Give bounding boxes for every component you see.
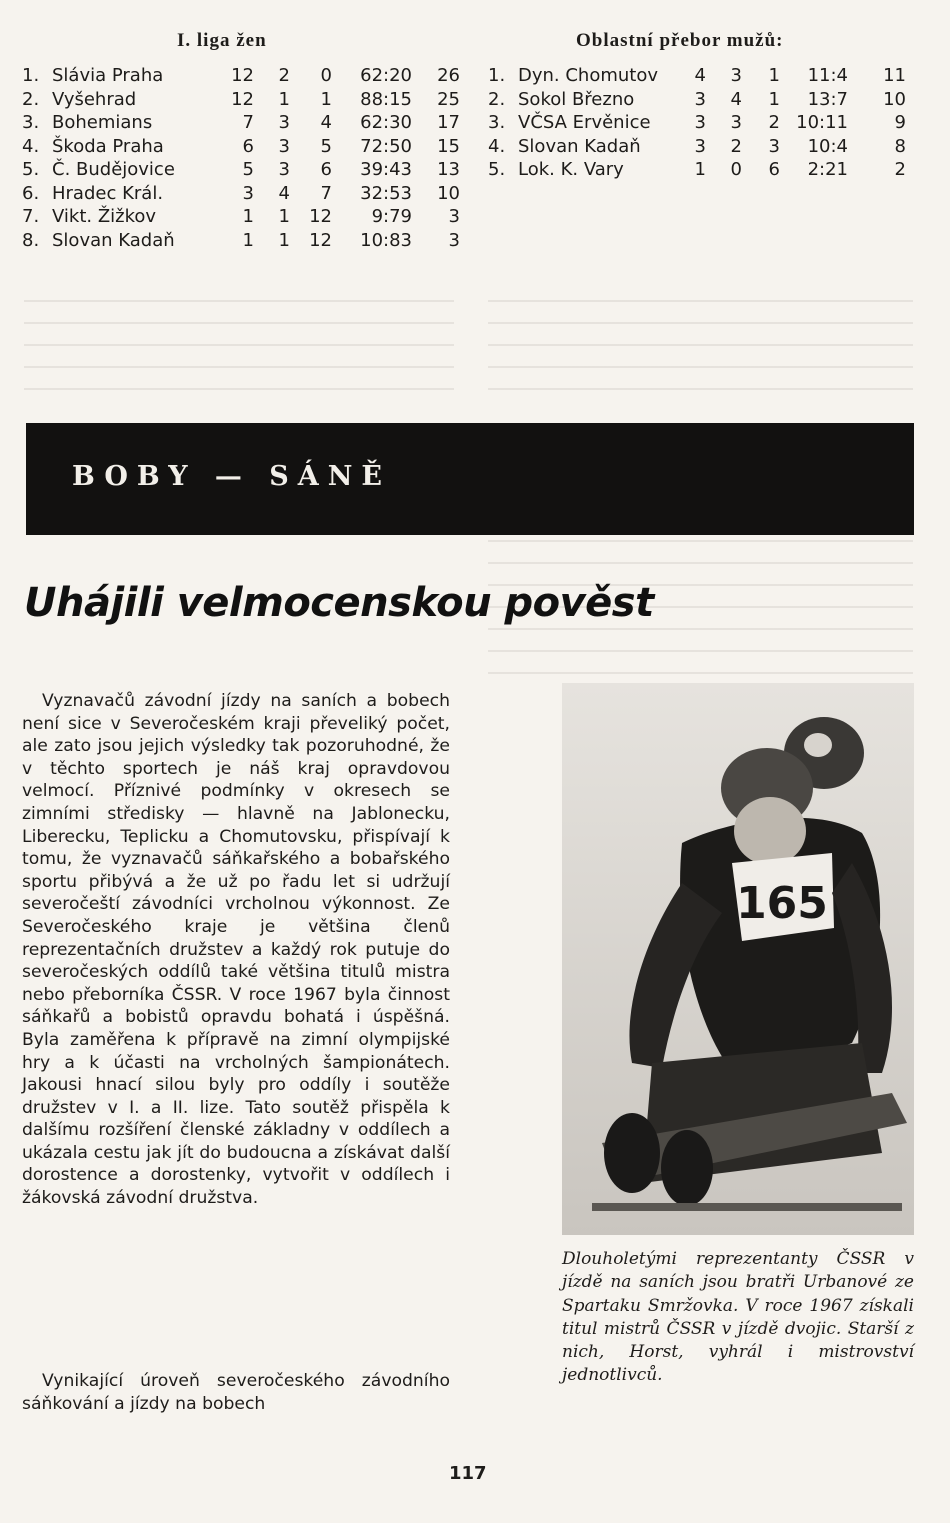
row-position: 4.	[488, 135, 506, 157]
row-wins: 4	[694, 65, 706, 86]
league-women	[22, 30, 462, 252]
row-points: 10	[437, 182, 460, 204]
bib-number: 165	[736, 878, 828, 929]
row-draws: 3	[278, 159, 290, 180]
row-team: Slovan Kadaň	[518, 135, 641, 157]
row-position: 4.	[22, 135, 40, 157]
row-position: 3.	[488, 112, 506, 133]
bleed-through-texture	[488, 300, 913, 410]
row-position: 1.	[22, 65, 40, 86]
row-score: 9:79	[371, 206, 412, 227]
article-paragraph-1: Vyznavačů závodní jízdy na saních a bobech není sice v Severočeském kraji převeliký počet, ale zato jsou jejich výsledky tak pozoruhodné, že v těchto sportech je náš kraj opravdovou velmocí. Příznivé podmínky v okresech se zimními středisky — hlavně na Jablonecku, Liberecku, Teplicku a Chomutovsku, přispívají k tomu, že vyznavačů sáňkařského a bobařského sportu přibývá a že už po řadu let si udržují severočeští závodníci vrcholnou výkonnost. Ze Severočeského kraje je většina členů reprezentačních družstev a každý rok putuje do severočeských oddílů také většina titulů mistra nebo přeborníka ČSSR. V roce 1967 byla činnost sáňkařů a bobistů opravdu bohatá i úspěšná. Byla zaměřena k přípravě na zimní olympijské hry a k účasti na vrcholných šampionátech. Jakousi hnací silou byly pro oddíly i soutěže družstev v I. a II. lize. Tato soutěž přispěla k dalšímu rozšíření členské základny v oddílech a ukázala cestu jak jít do budoucna a získávat další dorostence a dorostenky, vytvořit v oddílech i žákovská závodní družstva.	[22, 691, 450, 1209]
row-draws: 3	[278, 112, 290, 133]
row-team: Lok. K. Vary	[518, 159, 624, 180]
row-score: 10:11	[796, 112, 848, 133]
table-row	[22, 88, 460, 112]
league-men	[488, 30, 920, 182]
row-team: Slávia Praha	[52, 65, 164, 86]
table-row	[488, 111, 906, 135]
article-paragraph-2: Vynikající úroveň severočeského závodního sáňkování a jízdy na bobech	[22, 1371, 450, 1414]
row-points: 11	[883, 65, 906, 86]
row-wins: 1	[694, 159, 706, 180]
table-row	[22, 135, 460, 159]
row-team: Vyšehrad	[52, 88, 137, 110]
row-draws: 1	[278, 88, 290, 110]
table-row	[22, 111, 460, 135]
row-draws: 4	[730, 88, 742, 110]
row-team: Č. Budějovice	[52, 159, 175, 180]
league-women-table	[22, 64, 460, 252]
row-points: 10	[883, 88, 906, 110]
row-wins: 3	[694, 88, 706, 110]
section-title: BOBY — SÁNĚ	[72, 461, 391, 492]
row-team: Sokol Březno	[518, 88, 635, 110]
row-score: 39:43	[360, 159, 412, 180]
row-wins: 1	[242, 229, 254, 251]
row-points: 13	[437, 159, 460, 180]
row-points: 2	[894, 159, 906, 180]
league-men-title: Oblastní přebor mužů:	[576, 30, 784, 51]
row-losses: 12	[309, 206, 332, 227]
row-position: 5.	[488, 159, 506, 180]
table-row	[22, 64, 460, 88]
row-score: 2:21	[807, 159, 848, 180]
row-losses: 4	[320, 112, 332, 133]
row-score: 32:53	[360, 182, 412, 204]
row-score: 62:20	[360, 65, 412, 86]
bleed-through-texture	[24, 300, 454, 410]
row-team: Bohemians	[52, 112, 153, 133]
row-losses: 3	[768, 135, 780, 157]
row-losses: 0	[320, 65, 332, 86]
row-position: 7.	[22, 206, 40, 227]
row-losses: 7	[320, 182, 332, 204]
row-points: 17	[437, 112, 460, 133]
row-draws: 2	[730, 135, 742, 157]
table-row	[22, 182, 460, 206]
luge-photo	[562, 683, 914, 1235]
row-draws: 1	[278, 206, 290, 227]
row-points: 8	[894, 135, 906, 157]
section-banner	[26, 423, 914, 535]
row-losses: 12	[309, 229, 332, 251]
league-women-title: I. liga žen	[177, 30, 267, 51]
row-score: 88:15	[360, 88, 412, 110]
row-position: 5.	[22, 159, 40, 180]
row-draws: 3	[278, 135, 290, 157]
row-draws: 3	[730, 65, 742, 86]
row-team: VČSA Ervěnice	[518, 112, 651, 133]
row-losses: 6	[768, 159, 780, 180]
row-position: 1.	[488, 65, 506, 86]
luge-photo-illustration	[562, 683, 914, 1235]
row-score: 10:4	[807, 135, 848, 157]
row-position: 6.	[22, 182, 40, 204]
row-wins: 12	[231, 65, 254, 86]
row-wins: 3	[242, 182, 254, 204]
table-row	[22, 229, 460, 253]
row-wins: 3	[694, 135, 706, 157]
row-wins: 1	[242, 206, 254, 227]
table-row	[488, 64, 906, 88]
row-losses: 1	[320, 88, 332, 110]
row-losses: 2	[768, 112, 780, 133]
row-team: Hradec Král.	[52, 182, 164, 204]
photo-caption: Dlouholetými reprezentanty ČSSR v jízdě na saních jsou bratři Urbanové ze Spartaku Smržovka. V roce 1967 získali titul mistrů ČSSR v jízdě dvojic. Starší z nich, Horst, vyhrál i mistrovství jednotlivců.	[562, 1249, 914, 1386]
table-row	[488, 158, 906, 182]
row-score: 10:83	[360, 229, 412, 251]
row-team: Škoda Praha	[52, 135, 164, 157]
row-position: 8.	[22, 229, 40, 251]
row-team: Slovan Kadaň	[52, 229, 175, 251]
row-points: 15	[437, 135, 460, 157]
row-draws: 3	[730, 112, 742, 133]
row-score: 62:30	[360, 112, 412, 133]
row-wins: 5	[242, 159, 254, 180]
table-row	[488, 135, 906, 159]
row-wins: 3	[694, 112, 706, 133]
row-points: 9	[894, 112, 906, 133]
row-draws: 4	[278, 182, 290, 204]
row-score: 11:4	[807, 65, 848, 86]
row-score: 13:7	[807, 88, 848, 110]
row-position: 2.	[488, 88, 506, 110]
row-team: Vikt. Žižkov	[52, 206, 157, 227]
row-losses: 6	[320, 159, 332, 180]
row-wins: 6	[242, 135, 254, 157]
row-losses: 5	[320, 135, 332, 157]
row-position: 2.	[22, 88, 40, 110]
row-score: 72:50	[360, 135, 412, 157]
table-row	[22, 158, 460, 182]
row-points: 3	[448, 206, 460, 227]
row-draws: 1	[278, 229, 290, 251]
row-losses: 1	[768, 88, 780, 110]
row-wins: 7	[242, 112, 254, 133]
page-number: 117	[449, 1463, 487, 1484]
row-points: 25	[437, 88, 460, 110]
league-men-table	[488, 64, 906, 182]
row-points: 3	[448, 229, 460, 251]
row-position: 3.	[22, 112, 40, 133]
row-team: Dyn. Chomutov	[518, 65, 659, 86]
row-points: 26	[437, 65, 460, 86]
table-row	[22, 205, 460, 229]
table-row	[488, 88, 906, 112]
article-headline: Uhájili velmocenskou pověst	[24, 580, 654, 626]
row-draws: 2	[278, 65, 290, 86]
row-wins: 12	[231, 88, 254, 110]
row-losses: 1	[768, 65, 780, 86]
row-draws: 0	[730, 159, 742, 180]
